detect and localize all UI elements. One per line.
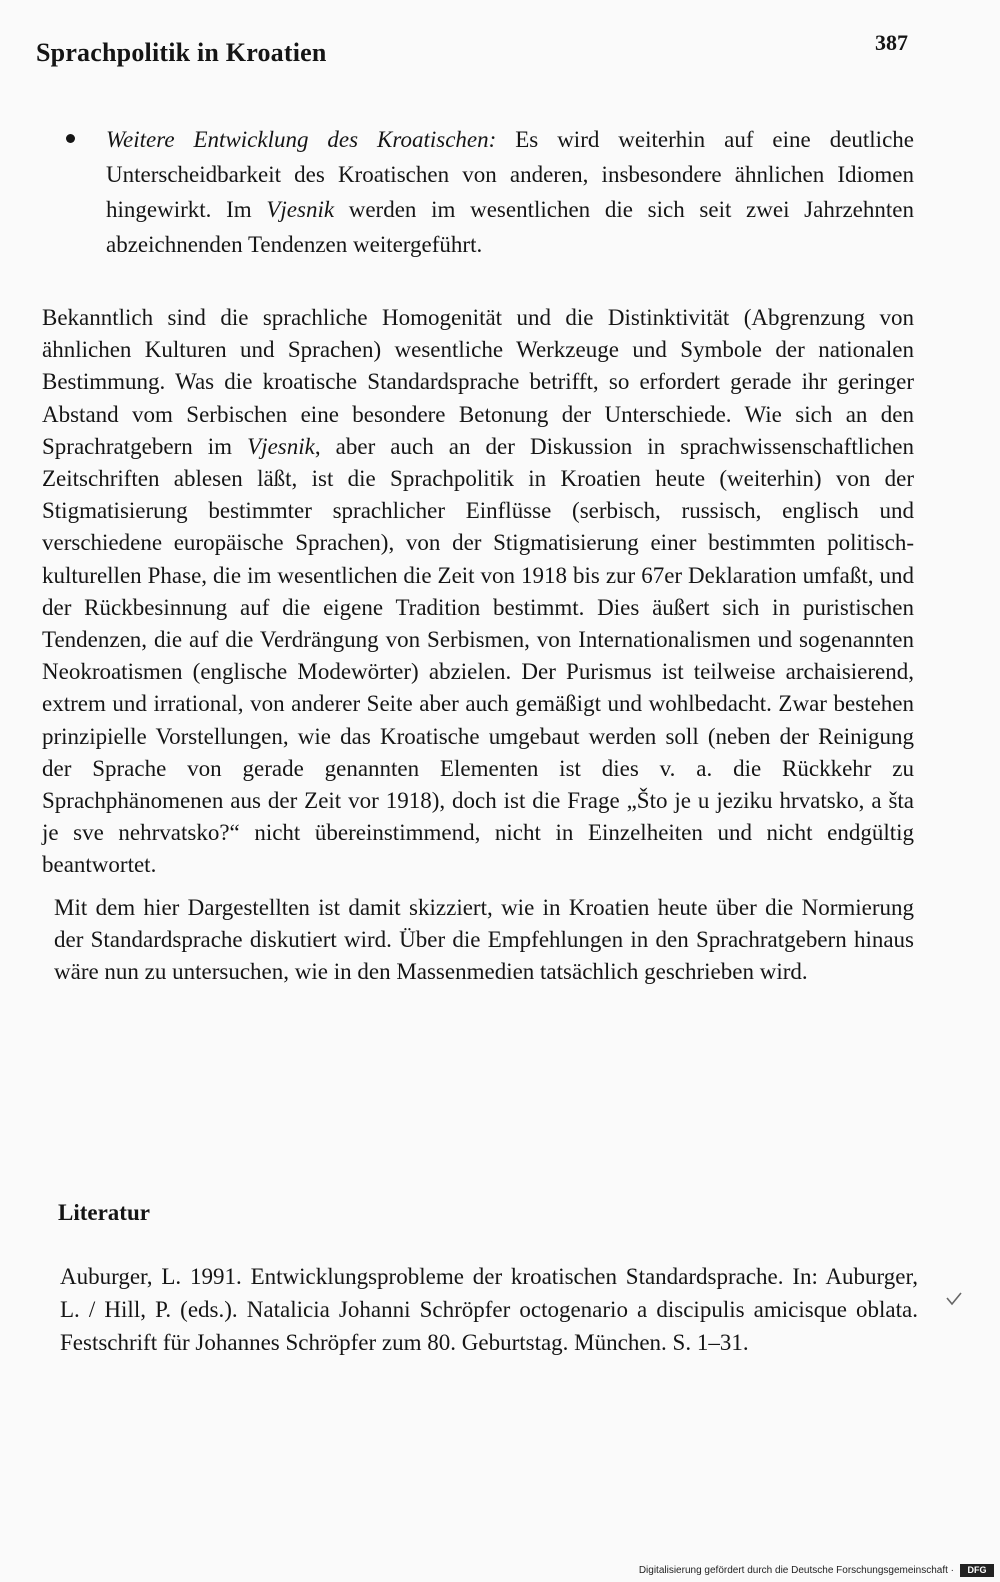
bullet-italic-term: Vjesnik: [266, 197, 335, 222]
paragraph-2: Mit dem hier Dargestellten ist damit skizziert, wie in Kroatien heute über die Normierung der Standardsprache diskutiert wird. Über die Empfehlungen in den Sprachratgebern hinaus wäre nun zu untersuchen, wie in den Massenmedien tatsächlich geschrieben wird.: [54, 894, 914, 985]
pencil-check-mark-icon: [946, 1290, 962, 1311]
bullet-dot-icon: [66, 134, 75, 143]
dfg-logo: DFG: [960, 1564, 994, 1577]
bullet-item: [66, 122, 914, 262]
reference-entry: Auburger, L. 1991. Entwicklungsprobleme der kroatischen Standardsprache. In: Auburger, L. / Hill, P. (eds.). Natalicia Johanni Schröpfer octogenario a discipulis amicisque oblata. Festschrift für Johannes Schröpfer zum 80. Geburtstag. München. S. 1–31.: [60, 1264, 918, 1355]
page-number: 387: [875, 30, 908, 55]
paragraph-1-part2: , aber auch an der Diskussion in sprachwissenschaftlichen Zeitschriften ablesen läßt, ist die Sprachpolitik in Kroatien heute (weiterhin) von der Stigmatisierung bestimmter sprachlicher Einflüsse (serbisch, russisch, englisch und verschiedene europäische Sprachen), von der Stigmatisierung einer bestimmten politisch-kulturellen Phase, die im wesentlichen die Zeit von 1918 bis zur 67er Deklaration umfaßt, und der Rückbesinnung auf die eigene Tradition bestimmt. Dies äußert sich in puristischen Tendenzen, die auf die Verdrängung von Serbismen, von Internationalismen und sogenannten Neokroatismen (englische Modewörter) abzielen. Der Purismus ist teilweise archaisierend, extrem und irrational, von anderer Seite aber auch gemäßigt und wohlbedacht. Zwar bestehen prinzipielle Vorstellungen, wie das Kroatische umgebaut werden soll (neben der Reinigung der Sprache von gerade genannten Elementen ist dies v. a. die Rückkehr zu Sprachphänomenen aus der Zeit vor 1918), doch ist die Frage „Što je u jeziku hrvatsko, a šta je sve nehrvatsko?“ nicht übereinstimmend, nicht in Einzelheiten und nicht endgültig beantwortet.: [42, 433, 915, 878]
bullet-text-part1: Es wird weiterhin auf eine deutliche Unterscheidbarkeit des Kroatischen von anderen, insbesondere ähnlichen Idiomen hingewirkt. Im: [106, 127, 914, 222]
paragraph-1-italic: Vjesnik: [247, 433, 315, 459]
literature-heading: Literatur: [58, 1200, 150, 1225]
body-text: [42, 302, 914, 988]
paragraph-1: [42, 302, 914, 882]
bullet-lead: Weitere Entwicklung des Kroatischen:: [106, 127, 497, 152]
bullet-text-part2: werden im wesentlichen die sich seit zwei Jahrzehnten abzeichnenden Tendenzen weitergeführt.: [106, 197, 914, 257]
paragraph-1-part1: Bekanntlich sind die sprachliche Homogenität und die Distinktivität (Abgrenzung von ähnlichen Kulturen und Sprachen) wesentliche Werkzeuge und Symbole der nationalen Bestimmung. Was die kroatische Standardsprache betrifft, so erfordert gerade ihr geringer Abstand vom Serbischen eine besondere Betonung der Unterschiede. Wie sich an den Sprachratgebern im: [42, 305, 914, 459]
running-title: Sprachpolitik in Kroatien: [36, 38, 327, 67]
bullet-text: [106, 122, 914, 262]
footer-credit: Digitalisierung gefördert durch die Deutsche Forschungsgemeinschaft ·: [638, 1565, 954, 1576]
